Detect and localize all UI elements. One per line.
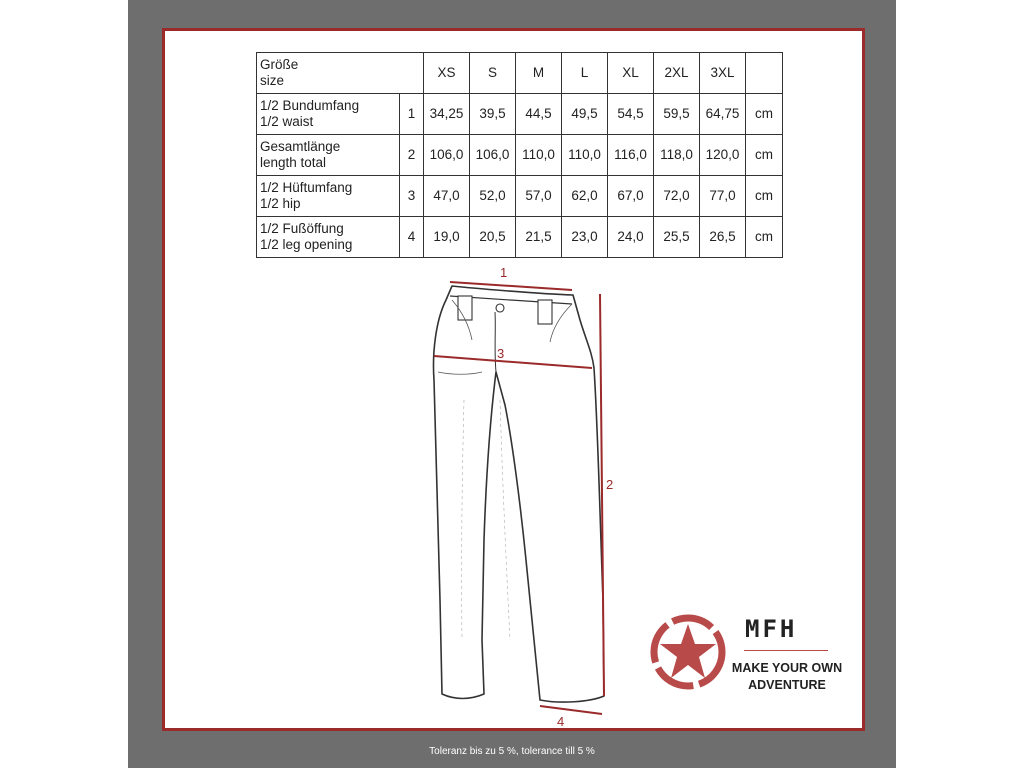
table-cell: 118,0 [654,135,700,176]
label-waist: 1 [500,265,508,280]
unit-cell: cm [746,135,783,176]
row-label-en: 1/2 leg opening [260,237,353,252]
row-number: 1 [400,94,424,135]
measure-line-leg-opening [540,706,602,714]
unit-cell: cm [746,217,783,258]
table-cell: 39,5 [470,94,516,135]
logo-title: MFH [745,615,798,643]
table-cell: 23,0 [562,217,608,258]
table-cell: 25,5 [654,217,700,258]
row-label-de: 1/2 Hüftumfang [260,180,353,195]
button-icon [496,304,504,312]
logo-slogan [726,660,848,694]
trousers-outline [434,286,605,702]
table-cell: 57,0 [516,176,562,217]
table-cell: 106,0 [470,135,516,176]
label-hip: 3 [497,346,505,361]
table-cell: 62,0 [562,176,608,217]
size-header: M [516,53,562,94]
belt-loop [458,296,472,320]
table-cell: 52,0 [470,176,516,217]
table-cell: 26,5 [700,217,746,258]
row-label-de: 1/2 Fußöffung [260,221,344,236]
label-length: 2 [606,477,614,492]
size-header: L [562,53,608,94]
size-header: S [470,53,516,94]
table-cell: 72,0 [654,176,700,217]
table-cell: 64,75 [700,94,746,135]
table-cell: 116,0 [608,135,654,176]
row-label-de: 1/2 Bundumfang [260,98,360,113]
table-cell: 77,0 [700,176,746,217]
table-cell: 20,5 [470,217,516,258]
row-number: 4 [400,217,424,258]
slogan-line-2: ADVENTURE [748,678,826,692]
table-cell: 47,0 [424,176,470,217]
table-cell: 34,25 [424,94,470,135]
table-cell: 59,5 [654,94,700,135]
table-cell: 67,0 [608,176,654,217]
row-number: 2 [400,135,424,176]
table-cell: 120,0 [700,135,746,176]
table-cell: 110,0 [516,135,562,176]
row-label-de: Gesamtlänge [260,139,341,154]
table-cell: 106,0 [424,135,470,176]
tolerance-footer: Toleranz bis zu 5 %, tolerance till 5 % [429,746,595,757]
table-cell: 44,5 [516,94,562,135]
size-header: 3XL [700,53,746,94]
label-leg-opening: 4 [557,714,565,729]
table-cell: 21,5 [516,217,562,258]
logo-divider [744,650,828,651]
header-label-de: Größe [260,57,299,72]
row-label-en: length total [260,155,327,170]
belt-loop [538,300,552,324]
unit-cell: cm [746,94,783,135]
leg-seam [500,400,510,640]
table-cell: 49,5 [562,94,608,135]
table-cell: 110,0 [562,135,608,176]
header-label-en: size [260,73,285,88]
table-cell: 24,0 [608,217,654,258]
unit-cell: cm [746,176,783,217]
size-header: XL [608,53,654,94]
table-cell: 54,5 [608,94,654,135]
size-header: XS [424,53,470,94]
row-label-en: 1/2 waist [260,114,314,129]
slogan-line-1: MAKE YOUR OWN [731,661,843,675]
table-cell: 19,0 [424,217,470,258]
row-number: 3 [400,176,424,217]
size-header: 2XL [654,53,700,94]
row-label-en: 1/2 hip [260,196,301,211]
star-circle-icon [654,618,722,686]
